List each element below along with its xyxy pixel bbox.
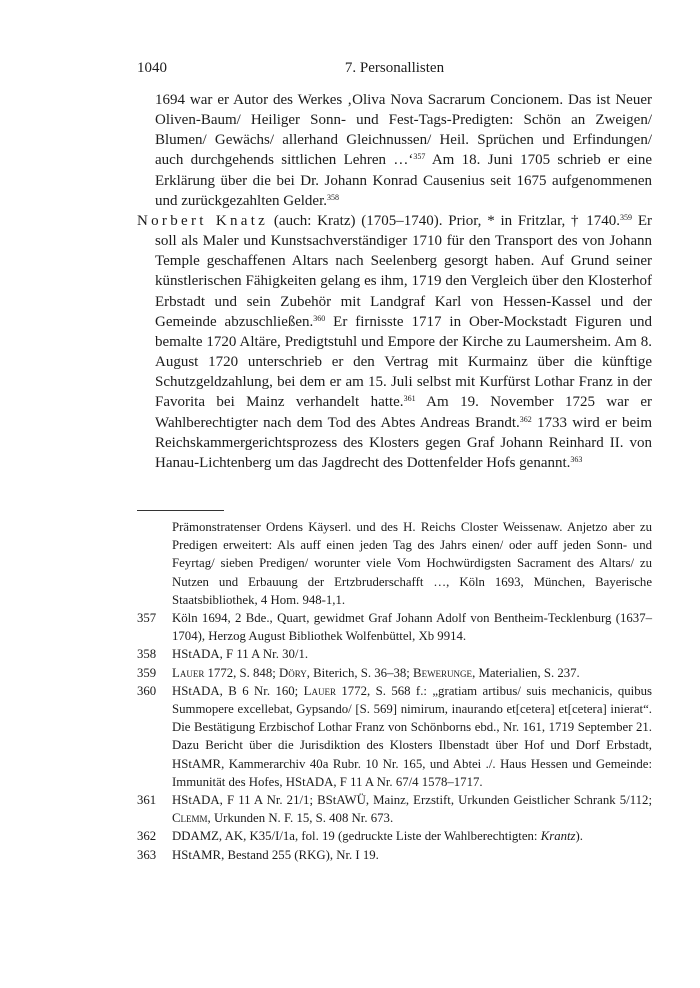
- footnote-ref: 357: [413, 152, 426, 162]
- footnote-number: 359: [137, 665, 157, 680]
- running-header: [137, 60, 652, 82]
- footnote-number: 357: [137, 611, 157, 626]
- footnote-number: 358: [137, 647, 157, 662]
- author-name: Lauer: [303, 683, 336, 698]
- page-number: 1040: [137, 60, 167, 76]
- footnote-continuation: Prämonstratenser Ordens Käyserl. und des H. Reichs Closter Weissenaw. Anjetzo aber zu Predigen erweitert: Als auff einen jeden Tag des Jahrs einen/ oder auff jeden Sonn- und Feyrtag/ sieben Predigen/ worunter viele Vom Hochwürdigsten Sacrament des Altars/ zu Nutzen und Erbauung der Ertzbruderschafft …, Köln 1693, München, Bayerische Staatsbibliothek, 4 Hom. 948-1,1.: [172, 520, 652, 607]
- footnote-number: 360: [137, 683, 157, 698]
- footnote-ref: 363: [570, 454, 583, 464]
- running-title: 7. Personallisten: [344, 60, 445, 76]
- footnote-number: 361: [137, 793, 157, 808]
- footnote-363: 363 HStAMR, Bestand 255 (RKG), Nr. I 19.: [137, 846, 652, 864]
- footnote-359: 359 Lauer 1772, S. 848; Döry, Biterich, S. 36–38; Bewerunge, Materialien, S. 237.: [137, 664, 652, 682]
- footnote-358: 358 HStADA, F 11 A Nr. 30/1.: [137, 645, 652, 663]
- footnote-361: 361 HStADA, F 11 A Nr. 21/1; BStAWÜ, Mainz, Erzstift, Urkunden Geistlicher Schrank 5/112; Clemm, Urkunden N. F. 15, S. 408 Nr. 673.: [137, 793, 652, 826]
- footnote-ref: 358: [327, 192, 340, 202]
- footnote-362: 362 DDAMZ, AK, K35/I/1a, fol. 19 (gedruckte Liste der Wahlberechtigten: Krantz).: [137, 827, 652, 845]
- author-name: Clemm: [172, 811, 208, 826]
- footnote-number: 362: [137, 829, 157, 844]
- author-name: Döry: [279, 665, 307, 680]
- footnote-number: 363: [137, 847, 157, 862]
- paragraph-continuation: 1694 war er Autor des Werkes ‚Oliva Nova Sacrarum Concionem. Das ist Neuer Oliven-Baum/ Heiliger Sonn- und Fest-Tags-Predigten: Schön an Zweigen/ Blumen/ Gewächs/ allerhand Gleichnussen/ Heil. Sprüchen und Erfindungen/ auch durchgehends sittlichen Lehren …‘$^{357}$ Am 18. Juni 1705 schrieb er eine Erklärung über die bei Dr. Johann Konrad Causenius seit 1675 aufgenommenen und zurückgezahlten Gelder.$^{358}$: [155, 92, 652, 209]
- author-name: Lauer: [172, 665, 205, 680]
- footnote-ref: 359: [620, 212, 633, 222]
- footnote-357: 357 Köln 1694, 2 Bde., Quart, gewidmet Graf Johann Adolf von Bentheim-Tecklenburg (1637–1704), Herzog August Bibliothek Wolfenbüttel, Xb 9914.: [137, 611, 652, 644]
- footnotes: [137, 518, 652, 864]
- person-entry-norbert-knatz: Norbert Knatz (auch: Kratz) (1705–1740). Prior, * in Fritzlar, † 1740.$^{359}$ Er soll als Maler und Kunstsachverständiger 1710 für den Transport des von Johann Temple geschaffenen Altars nach Seelenberg gesorgt haben. Auf Grund seiner künstlerischen Fähigkeiten gelang es ihm, 1719 den Vergleich über den Klosterhof Erbstadt und sein Zubehör mit Landgraf Karl von Hessen-Kassel und der Gemeinde abzuschließen.$^{360}$ Er firnisste 1717 in Ober-Mockstadt Figuren und bemalte 1720 Altäre, Predigtstuhl und Empore der Kirche zu Laumersheim. Am 8. August 1720 unterschrieb er den Vertrag mit Kurmainz über die künftige Schutzgeldzahlung, bei dem er am 15. Juli selbst mit Kurfürst Lothar Franz in der Favorita bei Mainz verhandelt hatte.$^{361}$ Am 19. November 1725 war er Wahlberechtigter nach dem Tod des Abtes Andreas Brandt.$^{362}$ 1733 wird er beim Reichskammergerichtsprozess des Klosters gegen Graf Johann Reinhard II. von Hanau-Lichtenberg um das Jagdrecht des Dottenfelder Hofs genannt.$^{363}$: [137, 212, 653, 471]
- footnote-ref: 360: [313, 313, 326, 323]
- footnote-360: 360 HStADA, B 6 Nr. 160; Lauer 1772, S. 568 f.: „gratiam artibus/ suis mechanicis, quibus Summopere excellebat, Gypsando/ [S. 569] nimirum, inaurando et[cetera] et[cetera] inierat“. Die Bestätigung Erzbischof Lothar Franz von Schönborns ebd., Nr. 161, 1719 September 21. Dazu Bericht über die Jurisdiktion des Klosters Ilbenstadt über Hof und Dorf Erbstadt, HStAMR, Kammerarchiv 40a Rubr. 10 Nr. 165, und Abtei ./. Haus Hessen und Gemeinde: Immunität des Hofes, HStADA, F 11 A Nr. 67/4 1578–1717.: [137, 683, 652, 789]
- footnote-ref: 362: [519, 414, 532, 424]
- person-name: Norbert Knatz: [137, 212, 269, 229]
- footnote-ref: 361: [403, 394, 416, 404]
- author-name: Bewerunge: [413, 665, 473, 680]
- footnote-separator: [137, 510, 224, 511]
- main-text: [137, 90, 652, 473]
